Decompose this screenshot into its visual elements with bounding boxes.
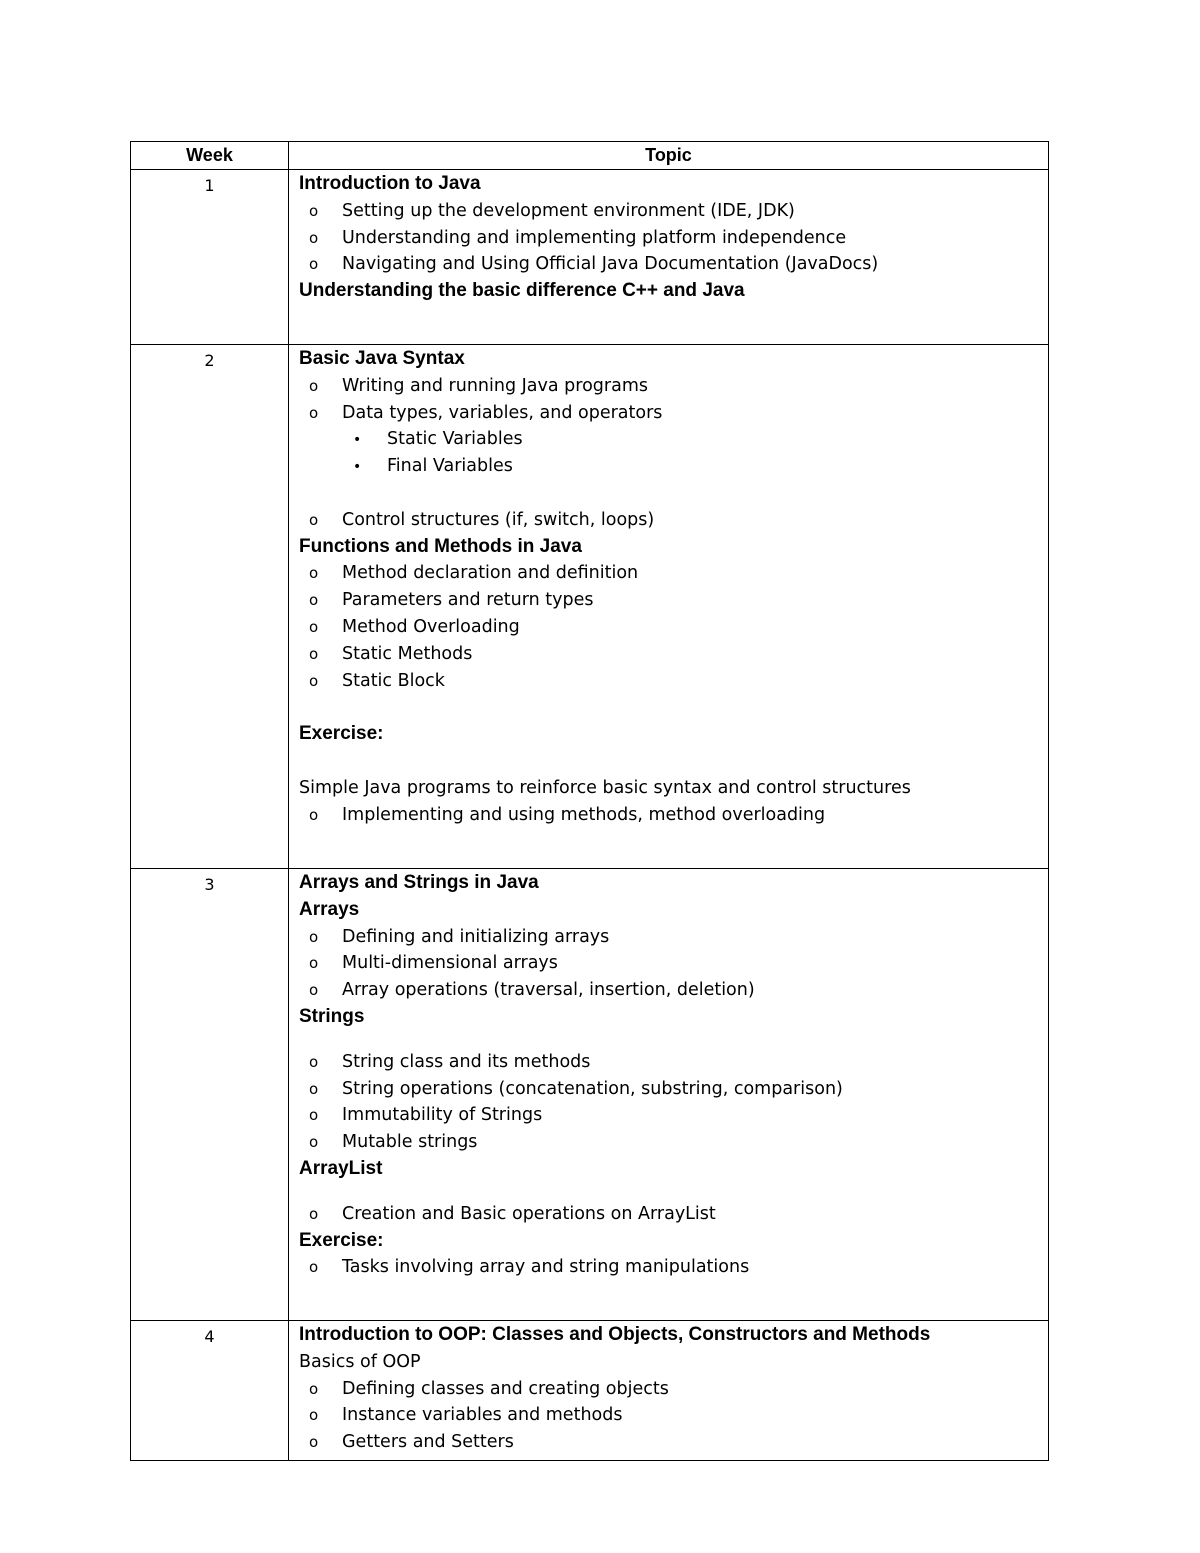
topic-title: Basic Java Syntax — [299, 348, 465, 369]
circle-bullet-icon: o — [309, 927, 319, 946]
topic-title: Arrays and Strings in Java — [299, 872, 539, 893]
topic-cell — [289, 869, 1049, 1321]
circle-bullet-icon: o — [309, 228, 319, 247]
list-item: o Method Overloading — [299, 614, 1042, 641]
circle-bullet-icon: o — [309, 376, 319, 395]
circle-bullet-icon: o — [309, 1433, 319, 1452]
list-item: o Instance variables and methods — [299, 1402, 1042, 1429]
list-item: o Getters and Setters — [299, 1429, 1042, 1456]
topic-cell — [289, 345, 1049, 869]
list-item: o Static Methods — [299, 641, 1042, 668]
circle-bullet-icon: o — [309, 403, 319, 422]
dot-bullet-icon: • — [353, 432, 362, 449]
dot-bullet-icon: • — [353, 459, 362, 476]
topic-subtitle: Basics of OOP — [299, 1351, 421, 1372]
list-item: o String class and its methods — [299, 1049, 1042, 1076]
table-header-row — [131, 142, 1049, 170]
circle-bullet-icon: o — [309, 671, 319, 690]
table-row — [131, 170, 1049, 345]
week-number: 4 — [131, 1321, 289, 1461]
circle-bullet-icon: o — [309, 644, 319, 663]
circle-bullet-icon: o — [309, 510, 319, 529]
list-item: o Creation and Basic operations on ArrayList — [299, 1201, 1042, 1228]
exercise-label: Exercise: — [299, 723, 384, 745]
circle-bullet-icon: o — [309, 1258, 319, 1277]
list-item: o Control structures (if, switch, loops) — [299, 507, 1042, 534]
circle-bullet-icon: o — [309, 805, 319, 824]
circle-bullet-icon: o — [309, 1379, 319, 1398]
topic-column-header: Topic — [289, 142, 1049, 170]
circle-bullet-icon: o — [309, 1406, 319, 1425]
circle-bullet-icon: o — [309, 564, 319, 583]
section-title: Strings — [299, 1005, 365, 1027]
list-item: o Multi-dimensional arrays — [299, 950, 1042, 977]
sub-list-item: • Final Variables — [299, 453, 1042, 480]
list-item: o Defining and initializing arrays — [299, 924, 1042, 951]
list-item: o Parameters and return types — [299, 587, 1042, 614]
week-number: 3 — [131, 869, 289, 1321]
list-item: o Setting up the development environment (IDE, JDK) — [299, 198, 1042, 225]
circle-bullet-icon: o — [309, 1133, 319, 1152]
section-title: ArrayList — [299, 1157, 383, 1179]
sub-list-item: • Static Variables — [299, 426, 1042, 453]
week-number: 2 — [131, 345, 289, 869]
table-row — [131, 345, 1049, 869]
list-item: o Method declaration and definition — [299, 560, 1042, 587]
week-column-header: Week — [131, 142, 289, 170]
list-item: o Mutable strings — [299, 1129, 1042, 1156]
topic-subtitle: Understanding the basic difference C++ and Java — [299, 280, 745, 302]
list-item: o Tasks involving array and string manipulations — [299, 1254, 1042, 1281]
circle-bullet-icon: o — [309, 1079, 319, 1098]
circle-bullet-icon: o — [309, 201, 319, 220]
table-row — [131, 1321, 1049, 1461]
list-item: o Writing and running Java programs — [299, 373, 1042, 400]
list-item: o Defining classes and creating objects — [299, 1376, 1042, 1403]
circle-bullet-icon: o — [309, 981, 319, 1000]
exercise-text: Simple Java programs to reinforce basic syntax and control structures — [299, 777, 911, 798]
section-title: Arrays — [299, 898, 360, 920]
list-item: o String operations (concatenation, substring, comparison) — [299, 1076, 1042, 1103]
list-item: o Navigating and Using Official Java Documentation (JavaDocs) — [299, 251, 1042, 278]
list-item: o Immutability of Strings — [299, 1102, 1042, 1129]
week-number: 1 — [131, 170, 289, 345]
circle-bullet-icon: o — [309, 1106, 319, 1125]
list-item: o Implementing and using methods, method overloading — [299, 802, 1042, 829]
syllabus-table — [130, 141, 1049, 1461]
circle-bullet-icon: o — [309, 1204, 319, 1223]
circle-bullet-icon: o — [309, 617, 319, 636]
circle-bullet-icon: o — [309, 1052, 319, 1071]
list-item: o Understanding and implementing platform independence — [299, 225, 1042, 252]
exercise-label: Exercise: — [299, 1229, 384, 1251]
topic-cell — [289, 1321, 1049, 1461]
topic-title: Introduction to Java — [299, 173, 481, 194]
circle-bullet-icon: o — [309, 255, 319, 274]
circle-bullet-icon: o — [309, 591, 319, 610]
list-item: o Data types, variables, and operators — [299, 400, 1042, 427]
list-item: o Array operations (traversal, insertion, deletion) — [299, 977, 1042, 1004]
topic-cell — [289, 170, 1049, 345]
circle-bullet-icon: o — [309, 954, 319, 973]
table-row — [131, 869, 1049, 1321]
list-item: o Static Block — [299, 668, 1042, 695]
section-title: Functions and Methods in Java — [299, 535, 582, 557]
topic-title: Introduction to OOP: Classes and Objects, Constructors and Methods — [299, 1324, 931, 1345]
